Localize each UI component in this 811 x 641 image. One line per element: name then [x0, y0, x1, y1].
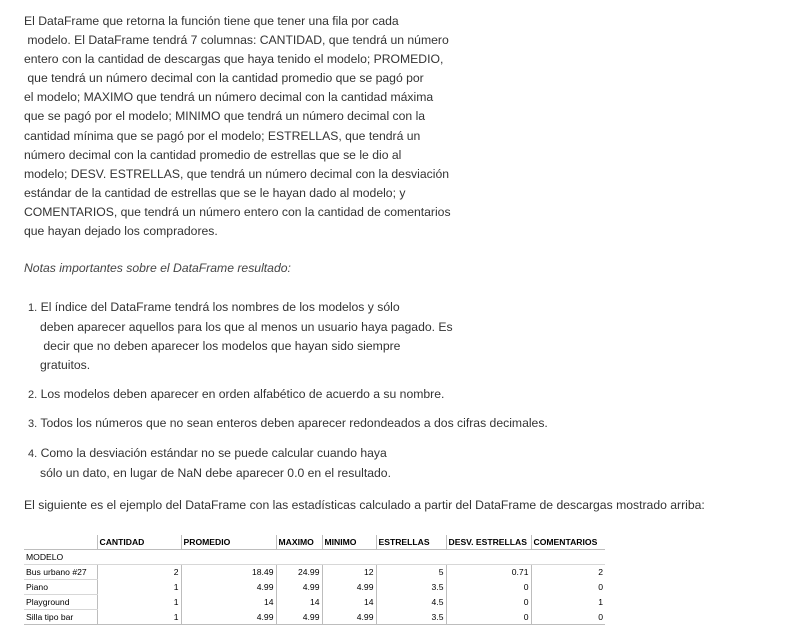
index-name: MODELO [24, 550, 97, 565]
intro-line: El DataFrame que retorna la función tiene que tener una fila por cada [24, 14, 399, 28]
table-row [24, 595, 605, 610]
table-cell: 4.99 [276, 580, 322, 595]
table-cell: 5 [376, 565, 446, 580]
table-cell: 4.99 [181, 580, 276, 595]
row-label: Bus urbano #27 [24, 565, 97, 580]
note-item-2 [28, 385, 444, 405]
table-cell: 2 [531, 565, 605, 580]
table-header-row [24, 535, 605, 550]
table-cell: 12 [322, 565, 376, 580]
table-row [24, 610, 605, 625]
table-cell: 24.99 [276, 565, 322, 580]
note-line: deben aparecer aquellos para los que al menos un usuario haya pagado. Es [40, 320, 453, 334]
index-name-row [24, 550, 605, 565]
intro-line: modelo. El DataFrame tendrá 7 columnas: CANTIDAD, que tendrá un número [24, 33, 449, 48]
note-item-3 [28, 414, 548, 434]
note-line: gratuitos. [40, 358, 91, 372]
example-intro-text: El siguiente es el ejemplo del DataFrame con las estadísticas calculado a partir del DataFrame de descargas mostrado arriba: [24, 498, 705, 512]
note-number: 4. [28, 448, 38, 460]
intro-paragraph [24, 12, 624, 241]
table-cell: 4.99 [276, 610, 322, 625]
table-cell: 14 [276, 595, 322, 610]
table-cell: 0 [446, 580, 531, 595]
row-label: Piano [24, 580, 97, 595]
intro-line: que hayan dejado los compradores. [24, 224, 218, 239]
column-header: MINIMO [322, 535, 376, 550]
table-cell: 4.99 [322, 580, 376, 595]
table-cell: 4.99 [181, 610, 276, 625]
note-line: Todos los números que no sean enteros deben aparecer redondeados a dos cifras decimales. [40, 416, 548, 430]
intro-line: que tendrá un número decimal con la cantidad promedio que se pagó por [24, 71, 424, 86]
table-cell: 0 [446, 595, 531, 610]
table-cell: 0 [531, 610, 605, 625]
table-cell: 3.5 [376, 610, 446, 625]
table-cell: 1 [531, 595, 605, 610]
column-header: ESTRELLAS [376, 535, 446, 550]
intro-line: que se pagó por el modelo; MINIMO que tendrá un número decimal con la [24, 109, 426, 124]
note-line: Los modelos deben aparecer en orden alfabético de acuerdo a su nombre. [40, 387, 445, 401]
table-cell: 0 [446, 610, 531, 625]
intro-line: modelo; DESV. ESTRELLAS, que tendrá un número decimal con la desviación [24, 166, 449, 181]
row-label: Playground [24, 595, 97, 610]
dataframe-table [24, 535, 605, 625]
table-cell: 18.49 [181, 565, 276, 580]
table-row [24, 580, 605, 595]
table-cell: 3.5 [376, 580, 446, 595]
table-cell: 0 [531, 580, 605, 595]
intro-line: cantidad mínima que se pagó por el modelo; ESTRELLAS, que tendrá un [24, 128, 421, 143]
note-line: decir que no deben aparecer los modelos que hayan sido siempre [40, 339, 401, 353]
column-header: DESV. ESTRELLAS [446, 535, 531, 550]
table-cell: 1 [97, 580, 181, 595]
corner-cell [24, 535, 97, 550]
intro-line: número decimal con la cantidad promedio de estrellas que se le dio al [24, 147, 402, 162]
column-header: PROMEDIO [181, 535, 276, 550]
table-cell: 14 [181, 595, 276, 610]
table-cell: 14 [322, 595, 376, 610]
column-header: COMENTARIOS [531, 535, 605, 550]
table-row [24, 565, 605, 580]
note-number: 1. [28, 302, 38, 314]
note-line: El índice del DataFrame tendrá los nombres de los modelos y sólo [40, 300, 400, 314]
note-item-4 [28, 444, 391, 483]
table-cell: 1 [97, 595, 181, 610]
column-header: MAXIMO [276, 535, 322, 550]
note-number: 2. [28, 389, 38, 401]
note-item-1 [28, 298, 453, 375]
table-cell: 0.71 [446, 565, 531, 580]
intro-line: COMENTARIOS, que tendrá un número entero con la cantidad de comentarios [24, 204, 451, 219]
intro-line: el modelo; MAXIMO que tendrá un número decimal con la cantidad máxima [24, 90, 434, 105]
table-cell: 4.5 [376, 595, 446, 610]
note-line: sólo un dato, en lugar de NaN debe aparecer 0.0 en el resultado. [40, 466, 391, 480]
table-cell: 2 [97, 565, 181, 580]
table-cell: 4.99 [322, 610, 376, 625]
table-cell: 1 [97, 610, 181, 625]
intro-line: entero con la cantidad de descargas que haya tenido el modelo; PROMEDIO, [24, 52, 444, 67]
note-line: Como la desviación estándar no se puede calcular cuando haya [40, 446, 387, 460]
notes-heading: Notas importantes sobre el DataFrame resultado: [24, 261, 291, 275]
column-header: CANTIDAD [97, 535, 181, 550]
intro-line: estándar de la cantidad de estrellas que se le hayan dado al modelo; y [24, 185, 406, 200]
row-label: Silla tipo bar [24, 610, 97, 625]
note-number: 3. [28, 418, 38, 430]
